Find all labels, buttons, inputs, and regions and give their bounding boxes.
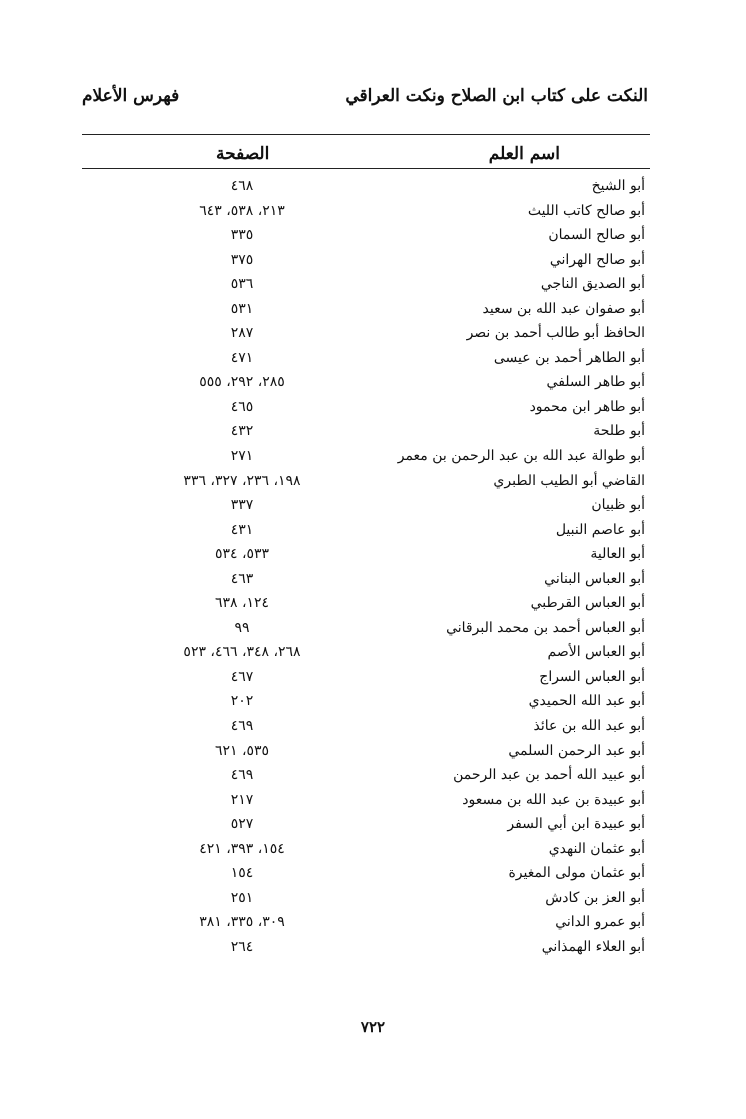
entry-pages: ٣٣٧ [230, 497, 254, 514]
index-row [82, 297, 650, 322]
index-row [82, 174, 650, 199]
entry-pages: ٢٥١ [230, 889, 254, 906]
entry-pages: ٤٦٧ [230, 668, 254, 685]
top-rule [82, 134, 650, 135]
entry-name: أبو عبد الله الحميدي [528, 693, 645, 710]
entry-name: أبو طوالة عبد الله بن عبد الرحمن بن معمر [397, 448, 645, 465]
entry-name: أبو الطاهر أحمد بن عيسى [493, 349, 645, 366]
entry-name: أبو صفوان عبد الله بن سعيد [482, 300, 645, 317]
entry-pages: ٥٢٧ [230, 816, 254, 833]
section-title: فهرس الأعلام [82, 86, 180, 106]
page-number: ٧٢٢ [360, 1018, 386, 1036]
entry-pages: ٢١٣، ٥٣٨، ٦٤٣ [199, 202, 285, 219]
entry-pages: ٢٧١ [230, 448, 254, 465]
index-row [82, 518, 650, 543]
entry-name: أبو العلاء الهمذاني [541, 938, 645, 955]
index-row [82, 714, 650, 739]
entry-name: أبو صالح الهراني [549, 251, 645, 268]
entry-pages: ٤٦٥ [230, 398, 254, 415]
entry-pages: ٩٩ [234, 619, 250, 636]
entry-name: أبو الصديق الناجي [540, 276, 645, 293]
index-row [82, 837, 650, 862]
entry-name: أبو العباس أحمد بن محمد البرقاني [446, 619, 645, 636]
entry-pages: ٤٣٢ [230, 423, 254, 440]
index-row [82, 861, 650, 886]
book-title: النكت على كتاب ابن الصلاح ونكت العراقي [345, 86, 648, 106]
index-row [82, 346, 650, 371]
running-head [82, 86, 648, 114]
entry-name: القاضي أبو الطيب الطبري [493, 472, 645, 489]
index-row [82, 665, 650, 690]
entry-name: أبو العالية [590, 546, 645, 563]
entry-name: أبو عاصم النبيل [555, 521, 645, 538]
index-row [82, 272, 650, 297]
entry-pages: ٥٣١ [230, 300, 254, 317]
entry-pages: ٤٦٩ [230, 767, 254, 784]
index-row [82, 788, 650, 813]
entry-name: أبو العباس البناني [544, 570, 645, 587]
entry-pages: ٤٦٣ [230, 570, 254, 587]
index-row [82, 689, 650, 714]
entry-pages: ٣٧٥ [230, 251, 254, 268]
index-row [82, 444, 650, 469]
entry-pages: ٥٣٦ [230, 276, 254, 293]
index-row [82, 640, 650, 665]
entry-pages: ٢٦٨، ٣٤٨، ٤٦٦، ٥٢٣ [183, 644, 301, 661]
entry-name: أبو عثمان النهدي [548, 840, 645, 857]
entry-pages: ١٩٨، ٢٣٦، ٣٢٧، ٣٣٦ [183, 472, 301, 489]
index-row [82, 321, 650, 346]
entry-name: أبو العباس القرطبي [530, 595, 645, 612]
entry-pages: ١٥٤، ٣٩٣، ٤٢١ [199, 840, 285, 857]
entry-pages: ٤٦٩ [230, 718, 254, 735]
entry-name: أبو طاهر السلفي [546, 374, 645, 391]
entry-pages: ٣٠٩، ٣٣٥، ٣٨١ [199, 914, 285, 931]
entry-pages: ٢٦٤ [230, 938, 254, 955]
entry-name: أبو العز بن كادش [545, 889, 645, 906]
index-row [82, 763, 650, 788]
entry-name: أبو عبد الرحمن السلمي [508, 742, 645, 759]
entry-name: أبو عثمان مولى المغيرة [508, 865, 645, 882]
entry-name: أبو عمرو الداني [555, 914, 645, 931]
entry-name: أبو عبيدة بن عبد الله بن مسعود [462, 791, 645, 808]
index-row [82, 910, 650, 935]
entry-pages: ٢٨٥، ٢٩٢، ٥٥٥ [199, 374, 285, 391]
entry-pages: ٤٧١ [230, 349, 254, 366]
index-row [82, 493, 650, 518]
index-row [82, 223, 650, 248]
entry-name: أبو عبيد الله أحمد بن عبد الرحمن [453, 767, 645, 784]
entry-name: أبو الشيخ [591, 178, 645, 194]
index-row [82, 591, 650, 616]
table-header [82, 142, 650, 168]
entry-pages: ٢٨٧ [230, 325, 254, 342]
entry-name: أبو عبد الله بن عائذ [533, 718, 645, 735]
entry-name: الحافظ أبو طالب أحمد بن نصر [466, 325, 645, 342]
index-row [82, 567, 650, 592]
index-table-body [82, 174, 650, 960]
entry-name: أبو طلحة [593, 423, 645, 440]
index-row [82, 419, 650, 444]
entry-name: أبو عبيدة ابن أبي السفر [507, 816, 645, 833]
entry-pages: ٣٣٥ [230, 227, 254, 244]
entry-pages: ١٥٤ [230, 865, 254, 882]
index-row [82, 248, 650, 273]
entry-pages: ٤٣١ [230, 521, 254, 538]
header-rule [82, 168, 650, 169]
entry-pages: ٤٦٨ [230, 178, 254, 194]
index-row [82, 542, 650, 567]
column-header-pages: الصفحة [216, 144, 270, 164]
column-header-name: اسم العلم [488, 144, 560, 164]
index-row [82, 812, 650, 837]
index-row [82, 370, 650, 395]
entry-pages: ١٢٤، ٦٣٨ [214, 595, 270, 612]
index-row [82, 469, 650, 494]
index-row [82, 616, 650, 641]
index-row [82, 886, 650, 911]
entry-name: أبو ظبيان [591, 497, 645, 514]
entry-name: أبو صالح السمان [548, 227, 645, 244]
index-row [82, 395, 650, 420]
entry-pages: ٢٠٢ [230, 693, 254, 710]
entry-pages: ٢١٧ [230, 791, 254, 808]
index-row [82, 199, 650, 224]
entry-pages: ٥٣٥، ٦٢١ [214, 742, 270, 759]
entry-name: أبو العباس الأصم [547, 644, 645, 661]
entry-name: أبو صالح كاتب الليث [527, 202, 645, 219]
index-row [82, 739, 650, 764]
index-row [82, 935, 650, 960]
entry-name: أبو العباس السراج [539, 668, 645, 685]
entry-name: أبو طاهر ابن محمود [529, 398, 645, 415]
entry-pages: ٥٣٣، ٥٣٤ [214, 546, 270, 563]
